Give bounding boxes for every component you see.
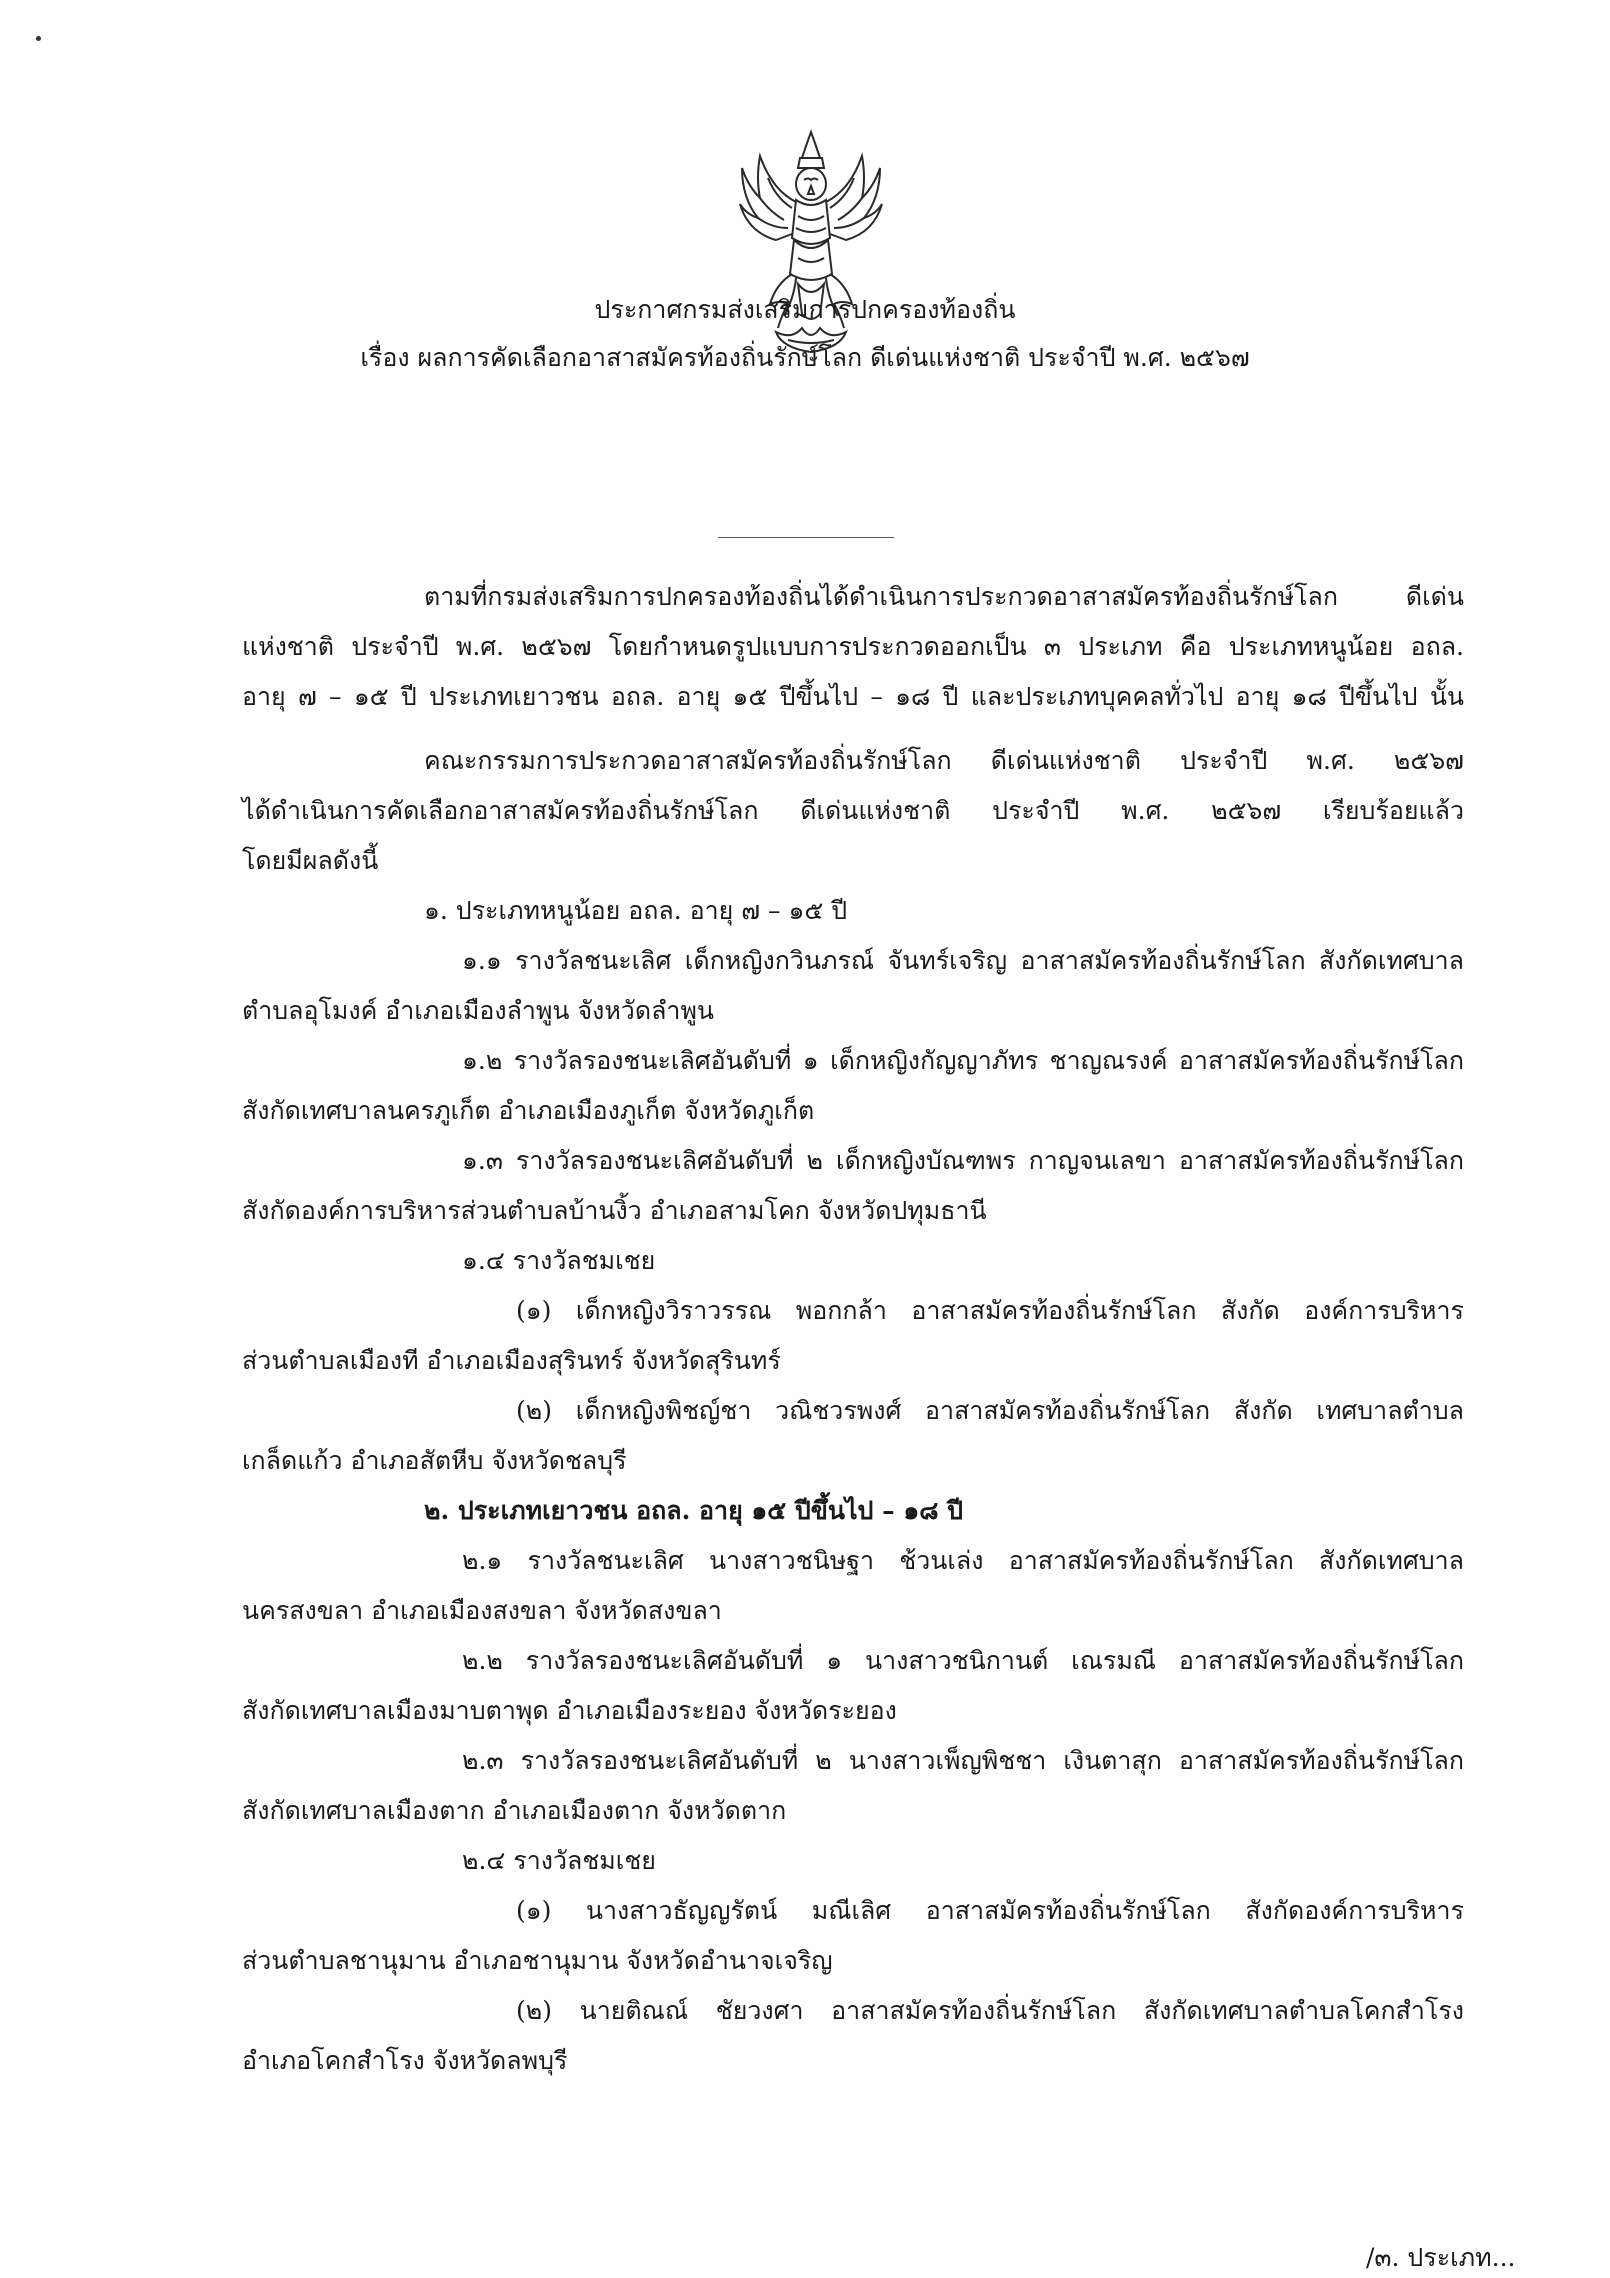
award-1-2-line-1: ๑.๒ รางวัลรองชนะเลิศอันดับที่ ๑ เด็กหญิงกัญญาภัทร ชาญณรงค์ อาสาสมัครท้องถิ่นรักษ์โลก	[462, 1046, 1464, 1075]
honorable-1-4-entry-1-line-2: ส่วนตำบลเมืองที อำเภอเมืองสุรินทร์ จังหวัดสุรินทร์	[242, 1346, 781, 1375]
award-2-3-line-1: ๒.๓ รางวัลรองชนะเลิศอันดับที่ ๒ นางสาวเพ็ญพิชชา เงินตาสุก อาสาสมัครท้องถิ่นรักษ์โลก	[462, 1746, 1464, 1775]
honorable-1-4-entry-2-line-1: (๒) เด็กหญิงพิชญ์ชา วณิชวรพงศ์ อาสาสมัครท้องถิ่นรักษ์โลก สังกัด เทศบาลตำบล	[516, 1396, 1464, 1425]
committee-line-1: คณะกรรมการประกวดอาสาสมัครท้องถิ่นรักษ์โลก ดีเด่นแห่งชาติ ประจำปี พ.ศ. ๒๕๖๗	[424, 746, 1464, 775]
committee-line-2: ได้ดำเนินการคัดเลือกอาสาสมัครท้องถิ่นรักษ์โลก ดีเด่นแห่งชาติ ประจำปี พ.ศ. ๒๕๖๗ เรียบร้อยแล้ว	[242, 796, 1464, 825]
award-1-2-line-2: สังกัดเทศบาลนครภูเก็ต อำเภอเมืองภูเก็ต จังหวัดภูเก็ต	[242, 1096, 815, 1125]
intro-line-2: แห่งชาติ ประจำปี พ.ศ. ๒๕๖๗ โดยกำหนดรูปแบบการประกวดออกเป็น ๓ ประเภท คือ ประเภทหนูน้อย อถล.	[242, 632, 1464, 661]
scan-speck	[36, 36, 41, 41]
award-1-3-line-2: สังกัดองค์การบริหารส่วนตำบลบ้านงิ้ว อำเภอสามโคก จังหวัดปทุมธานี	[242, 1196, 987, 1225]
honorable-2-4-entry-2-line-2: อำเภอโคกสำโรง จังหวัดลพบุรี	[242, 2046, 568, 2075]
award-1-1-line-2: ตำบลอุโมงค์ อำเภอเมืองลำพูน จังหวัดลำพูน	[242, 996, 715, 1025]
committee-line-3: โดยมีผลดังนี้	[242, 846, 379, 875]
award-1-1-line-1: ๑.๑ รางวัลชนะเลิศ เด็กหญิงกวินภรณ์ จันทร์เจริญ อาสาสมัครท้องถิ่นรักษ์โลก สังกัดเทศบาล	[462, 946, 1464, 975]
page-continuation: /๓. ประเภท...	[1366, 2243, 1516, 2272]
award-2-2-line-2: สังกัดเทศบาลเมืองมาบตาพุด อำเภอเมืองระยอง จังหวัดระยอง	[242, 1696, 897, 1725]
category-2-heading: ๒. ประเภทเยาวชน อถล. อายุ ๑๕ ปีขึ้นไป – ๑๘ ปี	[424, 1496, 964, 1525]
award-2-3-line-2: สังกัดเทศบาลเมืองตาก อำเภอเมืองตาก จังหวัดตาก	[242, 1796, 787, 1825]
award-2-2-line-1: ๒.๒ รางวัลรองชนะเลิศอันดับที่ ๑ นางสาวชนิกานต์ เณรมณี อาสาสมัครท้องถิ่นรักษ์โลก	[462, 1646, 1464, 1675]
category-1-heading: ๑. ประเภทหนูน้อย อถล. อายุ ๗ – ๑๕ ปี	[424, 896, 848, 925]
honorable-1-4-entry-1-line-1: (๑) เด็กหญิงวิราวรรณ พอกกล้า อาสาสมัครท้องถิ่นรักษ์โลก สังกัด องค์การบริหาร	[516, 1296, 1464, 1325]
award-2-1-line-1: ๒.๑ รางวัลชนะเลิศ นางสาวชนิษฐา ช้วนเล่ง อาสาสมัครท้องถิ่นรักษ์โลก สังกัดเทศบาล	[462, 1546, 1464, 1575]
document-subject: เรื่อง ผลการคัดเลือกอาสาสมัครท้องถิ่นรักษ์โลก ดีเด่นแห่งชาติ ประจำปี พ.ศ. ๒๕๖๗	[360, 343, 1250, 372]
document-title: ประกาศกรมส่งเสริมการปกครองท้องถิ่น	[594, 295, 1016, 324]
award-1-3-line-1: ๑.๓ รางวัลรองชนะเลิศอันดับที่ ๒ เด็กหญิงบัณฑพร กาญจนเลขา อาสาสมัครท้องถิ่นรักษ์โลก	[462, 1146, 1464, 1175]
honorable-2-4-label: ๒.๔ รางวัลชมเชย	[462, 1846, 656, 1875]
award-2-1-line-2: นครสงขลา อำเภอเมืองสงขลา จังหวัดสงขลา	[242, 1596, 722, 1625]
intro-line-1: ตามที่กรมส่งเสริมการปกครองท้องถิ่นได้ดำเนินการประกวดอาสาสมัครท้องถิ่นรักษ์โลก ดีเด่น	[424, 582, 1464, 611]
intro-line-3: อายุ ๗ – ๑๕ ปี ประเภทเยาวชน อถล. อายุ ๑๕ ปีขึ้นไป – ๑๘ ปี และประเภทบุคคลทั่วไป อายุ ๑๘ ปีขึ้นไป นั้น	[242, 682, 1464, 711]
honorable-2-4-entry-2-line-1: (๒) นายติณณ์ ชัยวงศา อาสาสมัครท้องถิ่นรักษ์โลก สังกัดเทศบาลตำบลโคกสำโรง	[516, 1996, 1464, 2025]
honorable-2-4-entry-1-line-2: ส่วนตำบลชานุมาน อำเภอชานุมาน จังหวัดอำนาจเจริญ	[242, 1946, 833, 1975]
honorable-1-4-label: ๑.๔ รางวัลชมเชย	[462, 1246, 656, 1275]
honorable-1-4-entry-2-line-2: เกล็ดแก้ว อำเภอสัตหีบ จังหวัดชลบุรี	[242, 1446, 627, 1475]
title-divider	[718, 537, 894, 538]
honorable-2-4-entry-1-line-1: (๑) นางสาวธัญญรัตน์ มณีเลิศ อาสาสมัครท้องถิ่นรักษ์โลก สังกัดองค์การบริหาร	[516, 1896, 1464, 1925]
